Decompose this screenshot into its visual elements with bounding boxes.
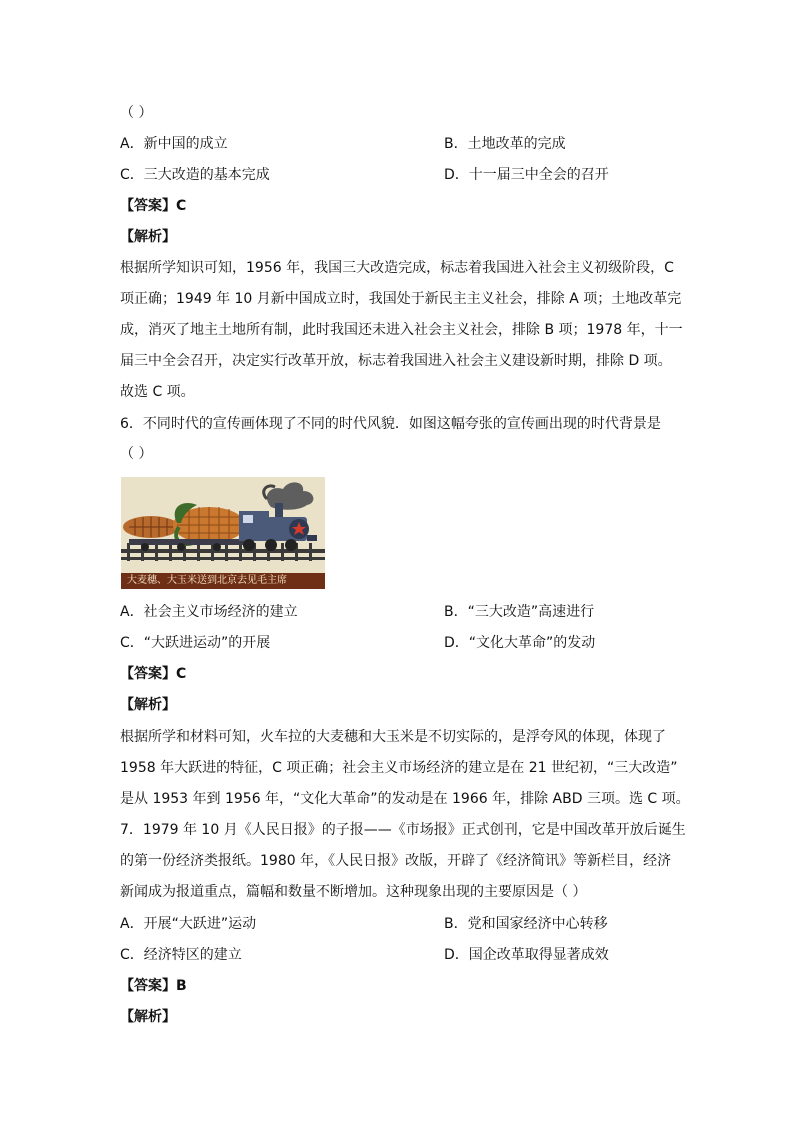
q6-option-d[interactable]: D．“文化大革命”的发动 xyxy=(444,635,596,651)
q7-analysis-label: 【解析】 xyxy=(120,1009,176,1025)
q5-analysis-line: 故选 C 项。 xyxy=(120,384,195,400)
q5-option-b[interactable]: B．土地改革的完成 xyxy=(444,136,566,152)
q5-analysis-label: 【解析】 xyxy=(120,229,176,245)
propaganda-poster-image xyxy=(121,477,325,589)
q5-option-d[interactable]: D．十一届三中全会的召开 xyxy=(444,167,609,183)
q6-analysis-line: 1958 年大跃进的特征，C 项正确；社会主义市场经济的建立是在 21 世纪初，“三大改造” xyxy=(120,760,678,776)
q6-analysis-line: 根据所学和材料可知，火车拉的大麦穗和大玉米是不切实际的，是浮夸风的体现，体现了 xyxy=(120,729,666,745)
q6-option-b[interactable]: B．“三大改造”高速进行 xyxy=(444,604,595,620)
q6-option-c[interactable]: C．“大跃进运动”的开展 xyxy=(120,635,271,651)
q7-option-d[interactable]: D．国企改革取得显著成效 xyxy=(444,947,609,963)
q6-paren: （ ） xyxy=(120,446,153,462)
poster-caption: 大麦穗、大玉米送到北京去见毛主席 xyxy=(121,573,325,589)
q5-analysis-line: 届三中全会召开，决定实行改革开放，标志着我国进入社会主义建设新时期，排除 D 项。 xyxy=(120,353,672,369)
q7-stem-line: 的第一份经济类报纸。1980 年，《人民日报》改版，开辟了《经济简讯》等新栏目，经济 xyxy=(120,853,672,869)
q5-option-a[interactable]: A．新中国的成立 xyxy=(120,136,228,152)
q5-analysis-line: 根据所学知识可知，1956 年，我国三大改造完成，标志着我国进入社会主义初级阶段，C xyxy=(120,260,674,276)
q5-option-c[interactable]: C．三大改造的基本完成 xyxy=(120,167,270,183)
q6-answer: 【答案】C xyxy=(120,666,187,682)
q5-analysis-line: 项正确；1949 年 10 月新中国成立时，我国处于新民主主义社会，排除 A 项；土地改革完 xyxy=(120,291,682,307)
q7-option-b[interactable]: B．党和国家经济中心转移 xyxy=(444,916,608,932)
q7-option-a[interactable]: A．开展“大跃进”运动 xyxy=(120,916,257,932)
q6-stem: 6．不同时代的宣传画体现了不同的时代风貌．如图这幅夸张的宣传画出现的时代背景是 xyxy=(120,416,661,432)
q6-analysis-label: 【解析】 xyxy=(120,697,176,713)
q5-answer: 【答案】C xyxy=(120,198,187,214)
q7-stem-line: 7．1979 年 10 月《人民日报》的子报——《市场报》正式创刊，它是中国改革开放后诞生 xyxy=(120,822,686,838)
q6-option-a[interactable]: A．社会主义市场经济的建立 xyxy=(120,604,298,620)
q5-analysis-line: 成，消灭了地主土地所有制，此时我国还未进入社会主义社会，排除 B 项；1978 年，十一 xyxy=(120,322,683,338)
q7-option-c[interactable]: C．经济特区的建立 xyxy=(120,947,242,963)
q7-stem-line: 新闻成为报道重点，篇幅和数量不断增加。这种现象出现的主要原因是（ ） xyxy=(120,884,587,900)
q7-answer: 【答案】B xyxy=(120,978,187,994)
q5-paren: （ ） xyxy=(120,105,153,121)
q6-analysis-line: 是从 1953 年到 1956 年，“文化大革命”的发动是在 1966 年，排除 ABD 三项。选 C 项。 xyxy=(120,791,690,807)
